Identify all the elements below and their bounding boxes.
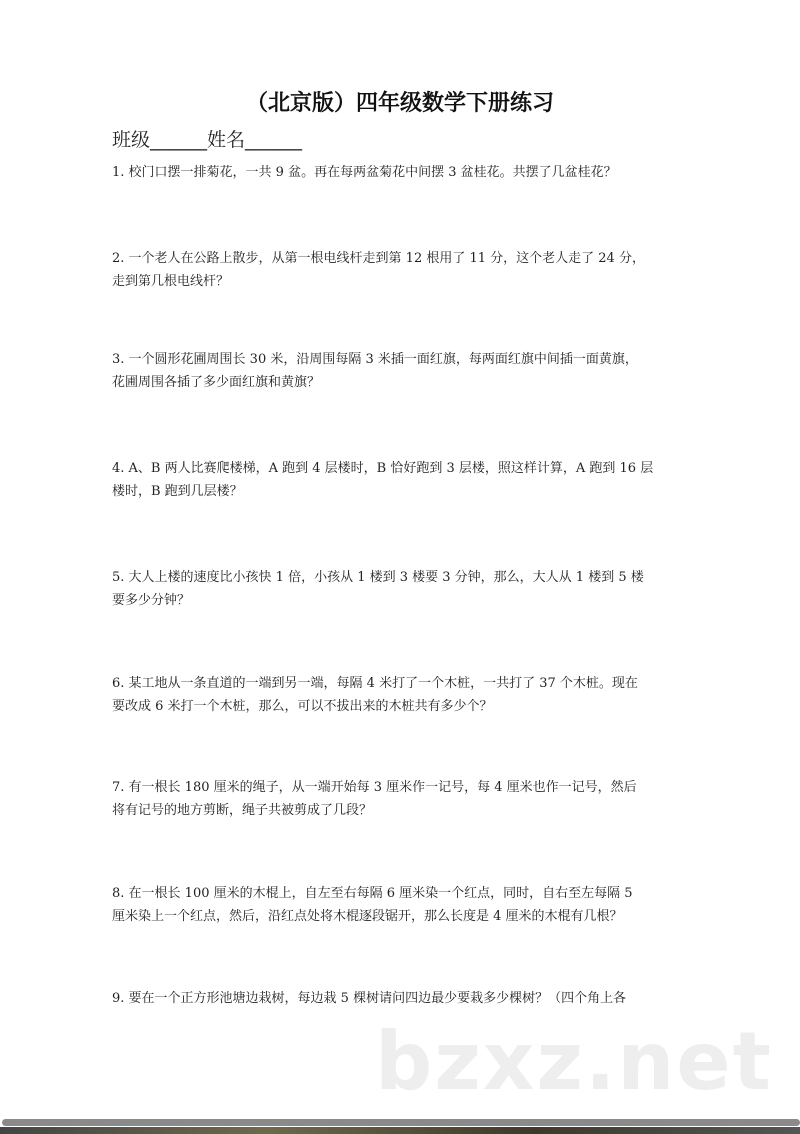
question-7 [112,776,752,822]
question-line: 9. 要在一个正方形池塘边栽树，每边栽 5 棵树请问四边最少要栽多少棵树？（四个角上各 [112,991,627,1006]
question-line: 将有记号的地方剪断，绳子共被剪成了几段？ [112,803,373,818]
question-1 [112,161,752,184]
question-8 [112,882,752,928]
page-title: （北京版）四年级数学下册练习 [245,91,554,116]
question-line: 5. 大人上楼的速度比小孩快 1 倍，小孩从 1 楼到 3 楼要 3 分钟，那么，大人从 1 楼到 5 楼 [112,570,644,585]
question-line: 2. 一个老人在公路上散步，从第一根电线杆走到第 12 根用了 11 分，这个老人走了 24 分， [112,251,645,266]
question-line: 8. 在一根长 100 厘米的木棍上，自左至右每隔 6 厘米染一个红点，同时，自右至左每隔 5 [112,886,633,901]
question-2 [112,247,752,293]
watermark: bzxz.net [375,1015,773,1108]
question-5 [112,566,752,612]
question-line: 要多少分钟？ [112,593,191,608]
bottom-strip [0,1127,800,1134]
question-line: 楼时，B 跑到几层楼？ [112,484,243,499]
question-6 [112,672,752,718]
question-line: 花圃周围各插了多少面红旗和黄旗？ [112,375,321,390]
question-line: 3. 一个圆形花圃周围长 30 米，沿周围每隔 3 米插一面红旗，每两面红旗中间插一面黄旗， [112,352,638,367]
question-9 [112,987,752,1010]
question-line: 4. A、B 两人比赛爬楼梯，A 跑到 4 层楼时，B 恰好跑到 3 层楼，照这样计算，A 跑到 16 层 [112,461,654,476]
question-4 [112,457,752,503]
question-line: 1. 校门口摆一排菊花，一共 9 盆。再在每两盆菊花中间摆 3 盆桂花。共摆了几盆桂花？ [112,165,617,180]
question-line: 要改成 6 米打一个木桩，那么，可以不拔出来的木桩共有多少个？ [112,699,493,714]
question-line: 厘米染上一个红点，然后，沿红点处将木棍逐段锯开，那么长度是 4 厘米的木棍有几根？ [112,909,623,924]
horizontal-scrollbar[interactable] [2,1119,800,1126]
question-line: 走到第几根电线杆？ [112,274,230,289]
class-name-line: 班级______姓名______ [112,129,303,151]
question-line: 7. 有一根长 180 厘米的绳子，从一端开始每 3 厘米作一记号，每 4 厘米也作一记号，然后 [112,780,637,795]
question-3 [112,348,752,394]
question-line: 6. 某工地从一条直道的一端到另一端，每隔 4 米打了一个木桩，一共打了 37 个木桩。现在 [112,676,638,691]
